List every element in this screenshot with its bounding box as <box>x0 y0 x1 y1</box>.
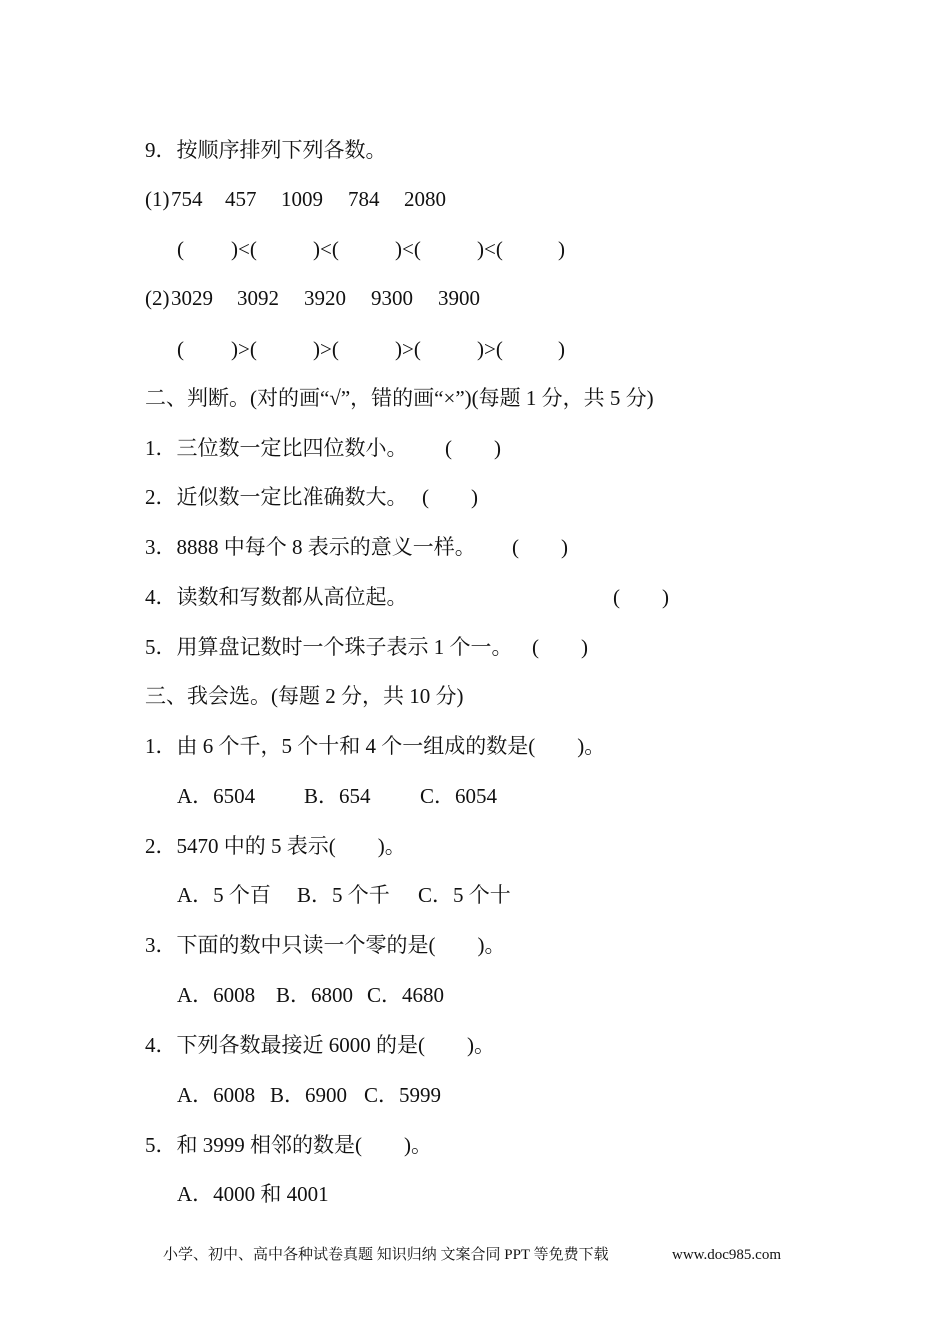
answer-blank[interactable]: ( ) <box>532 635 588 659</box>
judge-item-4 <box>145 582 669 612</box>
judge-item-text: 5．用算盘记数时一个珠子表示 1 个一。 <box>145 635 513 659</box>
greater-than-separator: )>( <box>313 337 339 361</box>
q9-part2-label: (2) <box>145 286 170 310</box>
less-than-separator: )<( <box>395 237 421 261</box>
q9-part2-number: 3092 <box>237 286 279 310</box>
q9-part2-number: 3920 <box>304 286 346 310</box>
option-b[interactable]: B．5 个千 <box>297 883 390 907</box>
footer-url[interactable]: www.doc985.com <box>672 1247 782 1263</box>
less-than-separator: )<( <box>313 237 339 261</box>
judge-item-3 <box>145 532 568 562</box>
blank-paren[interactable]: ( <box>177 237 184 261</box>
option-a[interactable]: A．6504 <box>177 784 256 808</box>
less-than-separator: )<( <box>477 237 503 261</box>
greater-than-separator: )>( <box>477 337 503 361</box>
choice-q5-stem: 5．和 3999 相邻的数是( )。 <box>145 1133 432 1157</box>
judge-item-1 <box>145 433 501 463</box>
judge-item-5 <box>145 632 588 662</box>
q9-part1-number: 784 <box>348 187 380 211</box>
section3-heading: 三、我会选。(每题 2 分，共 10 分) <box>145 684 464 708</box>
answer-blank[interactable]: ( ) <box>445 436 501 460</box>
judge-item-text: 2．近似数一定比准确数大。 <box>145 485 408 509</box>
q9-part1-number: 457 <box>225 187 257 211</box>
judge-item-text: 3．8888 中每个 8 表示的意义一样。 <box>145 535 476 559</box>
less-than-separator: )<( <box>231 237 257 261</box>
footer-text: 小学、初中、高中各种试卷真题 知识归纳 文案合同 PPT 等免费下载 <box>163 1247 609 1263</box>
greater-than-separator: )>( <box>395 337 421 361</box>
q9-part1-number: 2080 <box>404 187 446 211</box>
option-c[interactable]: C．5999 <box>364 1083 442 1107</box>
blank-paren[interactable]: ( <box>177 337 184 361</box>
q9-part1-number: 1009 <box>281 187 323 211</box>
judge-item-2 <box>145 482 478 512</box>
page-footer <box>163 1244 782 1266</box>
choice-q4-stem: 4．下列各数最接近 6000 的是( )。 <box>145 1033 495 1057</box>
option-c[interactable]: C．4680 <box>367 983 445 1007</box>
judge-item-text: 1．三位数一定比四位数小。 <box>145 436 408 460</box>
answer-blank[interactable]: ( ) <box>422 485 478 509</box>
option-c[interactable]: C．5 个十 <box>418 883 511 907</box>
q9-part1-label: (1) <box>145 187 170 211</box>
option-a[interactable]: A．4000 和 4001 <box>177 1182 329 1206</box>
option-b[interactable]: B．654 <box>304 784 371 808</box>
answer-blank[interactable]: ( ) <box>512 535 568 559</box>
blank-paren[interactable]: ) <box>558 337 565 361</box>
section2-heading: 二、判断。(对的画“√”，错的画“×”)(每题 1 分，共 5 分) <box>145 386 654 410</box>
judge-item-text: 4．读数和写数都从高位起。 <box>145 585 408 609</box>
answer-blank[interactable]: ( ) <box>613 585 669 609</box>
q9-part2-number: 9300 <box>371 286 413 310</box>
option-a[interactable]: A．6008 <box>177 1083 256 1107</box>
choice-q3-stem: 3．下面的数中只读一个零的是( )。 <box>145 933 506 957</box>
option-b[interactable]: B．6800 <box>276 983 354 1007</box>
blank-paren[interactable]: ) <box>558 237 565 261</box>
option-b[interactable]: B．6900 <box>270 1083 348 1107</box>
choice-q2-stem: 2．5470 中的 5 表示( )。 <box>145 834 406 858</box>
q9-part2-number: 3900 <box>438 286 480 310</box>
q9-part1-number: 754 <box>171 187 203 211</box>
option-a[interactable]: A．6008 <box>177 983 256 1007</box>
option-c[interactable]: C．6054 <box>420 784 498 808</box>
q9-part2-number: 3029 <box>171 286 213 310</box>
choice-q5-options <box>177 1179 329 1209</box>
option-a[interactable]: A．5 个百 <box>177 883 271 907</box>
q9-title: 9．按顺序排列下列各数。 <box>145 138 387 162</box>
greater-than-separator: )>( <box>231 337 257 361</box>
choice-q1-stem: 1．由 6 个千，5 个十和 4 个一组成的数是( )。 <box>145 734 606 758</box>
